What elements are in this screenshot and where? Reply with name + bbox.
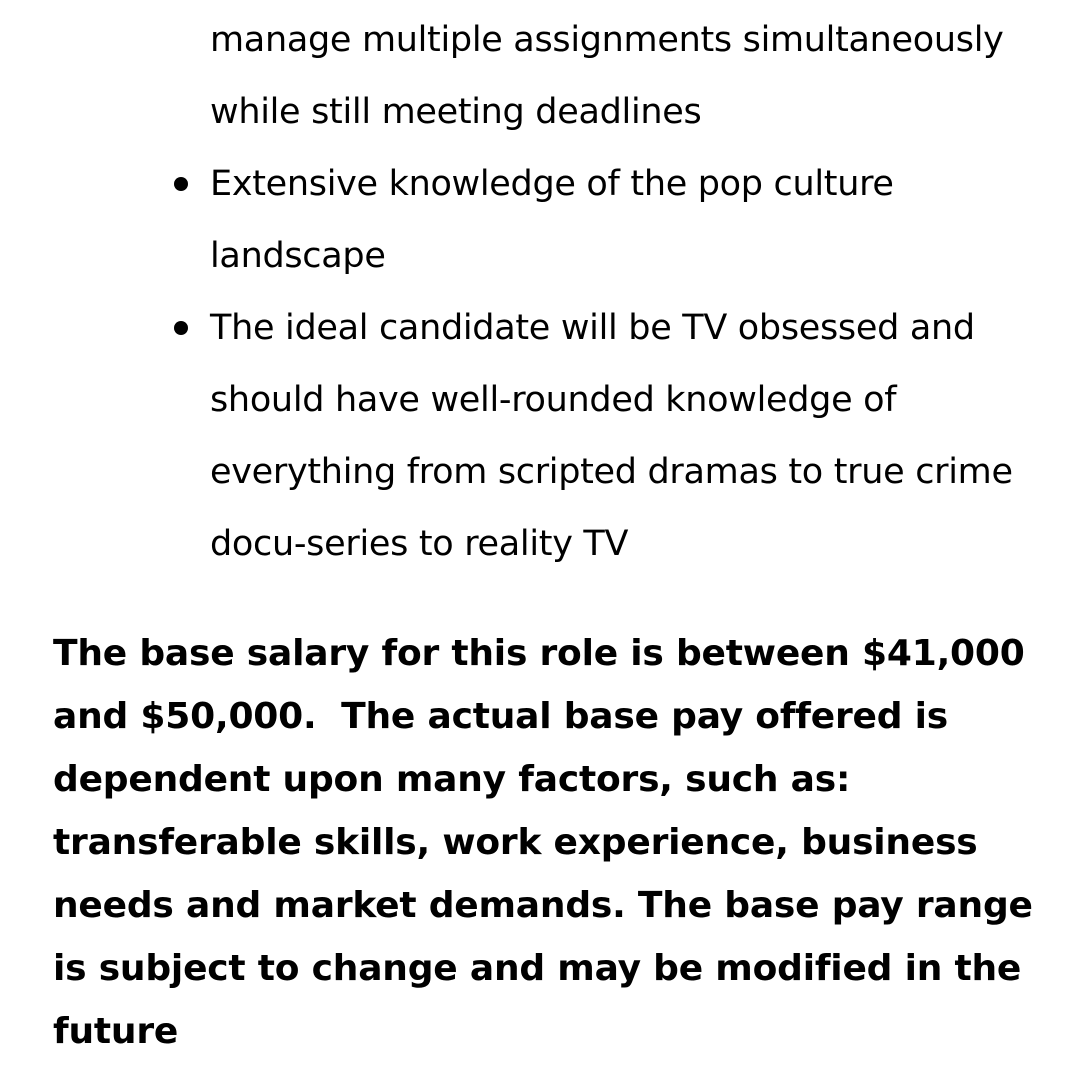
list-item	[0, 4, 1080, 148]
list-item	[0, 292, 1080, 580]
bullet-icon	[174, 321, 188, 335]
list-item-text: The ideal candidate will be TV obsessed and should have well-rounded knowledge of everything from scripted dramas to true crime docu-series to reality TV	[210, 308, 1013, 564]
requirements-list	[0, 4, 1080, 580]
list-item-text: Extensive knowledge of the pop culture landscape	[210, 164, 894, 276]
list-item	[0, 148, 1080, 292]
bullet-icon	[174, 177, 188, 191]
salary-paragraph: The base salary for this role is between $41,000 and $50,000. The actual base pay offered is dependent upon many factors, such as: transferable skills, work experience, business needs and market demands. The base pay range is subject to change and may be modified in the future	[53, 633, 1046, 1052]
list-item-text: manage multiple assignments simultaneously while still meeting deadlines	[210, 20, 1004, 132]
